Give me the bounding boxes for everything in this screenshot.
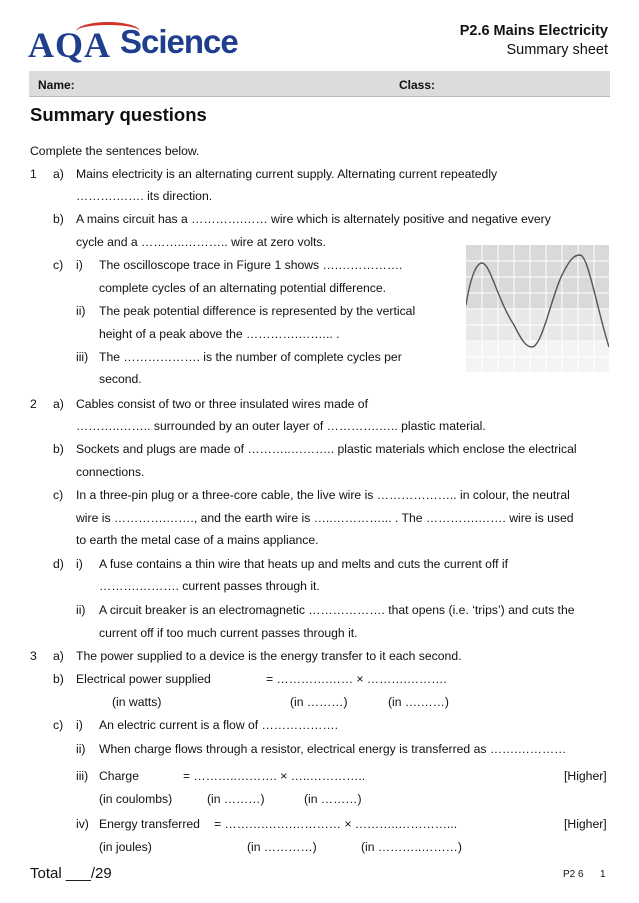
sheet-title: P2.6 Mains Electricity [459,23,608,39]
q3ciii-unit-coulombs: (in coulombs) [99,792,173,806]
q3civ-higher-tag: [Higher] [564,817,607,831]
q2c-text-3: to earth the metal case of a mains appliance. [76,533,319,547]
q1b-label: b) [53,212,64,226]
q3civ-lhs: Energy transferred [99,817,200,831]
q3ci-text: An electric current is a flow of ………………. [99,718,339,732]
q3b-label: b) [53,672,64,686]
q3cii-text: When charge flows through a resistor, electrical energy is transferred as …….………… [99,742,567,756]
q2dii-text: A circuit breaker is an electromagnetic ………………. that opens (i.e. ‘trips’) and cuts the [99,603,575,617]
q2a-text-2: ………..…….. surrounded by an outer layer of ………….….. plastic material. [76,419,486,433]
q3b-lhs: Electrical power supplied [76,672,211,686]
q1ciii-label: iii) [76,350,89,364]
class-label: Class: [399,78,436,92]
q2-number: 2 [30,397,37,411]
name-class-bar [29,71,610,97]
q3-number: 3 [30,649,37,663]
q3ciii-lhs: Charge [99,769,139,783]
q2c-text: In a three-pin plug or a three-core cable, the live wire is ……………….. in colour, the neutral [76,488,570,502]
q2c-label: c) [53,488,64,502]
logo-aqa-text: AQA [28,25,111,65]
total-score: Total ___/29 [30,865,112,882]
oscilloscope-trace-figure [466,245,609,372]
q2a-text: Cables consist of two or three insulated wires made of [76,397,368,411]
q1a-text: Mains electricity is an alternating current supply. Alternating current repeatedly [76,167,498,181]
q3ciii-label: iii) [76,769,89,783]
q3ciii-higher-tag: [Higher] [564,769,607,783]
q1-number: 1 [30,167,37,181]
q1ciii-text: The ………………. is the number of complete cycles per [99,350,402,364]
q3cii-label: ii) [76,742,86,756]
q3b-equation: = ………….…… × ……….………. [266,672,447,686]
q1ci-text-2: complete cycles of an alternating potential difference. [99,281,387,295]
q3b-unit-watts: (in watts) [112,695,162,709]
q2b-text-2: connections. [76,465,145,479]
q3ci-label: i) [76,718,83,732]
q3ciii-unit-2: (in ………) [207,792,265,806]
q1a-label: a) [53,167,64,181]
q2di-text: A fuse contains a thin wire that heats up and melts and cuts the current off if [99,557,508,571]
q3a-label: a) [53,649,64,663]
q1a-text-2: ……….……. its direction. [76,189,213,203]
q1b-text: A mains circuit has a ………….…… wire which is alternately positive and negative every [76,212,551,226]
q1ci-text: The oscilloscope trace in Figure 1 shows ….……………. [99,258,403,272]
section-title: Summary questions [30,104,207,125]
q3ciii-unit-3: (in ………) [304,792,362,806]
q1cii-label: ii) [76,304,86,318]
q3civ-label: iv) [76,817,89,831]
q1ci-label: i) [76,258,83,272]
page-code: P2 6 [563,869,584,880]
sheet-subtitle: Summary sheet [506,42,608,58]
q3b-unit-2: (in ………) [290,695,348,709]
q3civ-unit-joules: (in joules) [99,840,152,854]
q3a-text: The power supplied to a device is the energy transfer to it each second. [76,649,462,663]
q3civ-equation: = ……….…….………… × ………..…………... [214,817,458,831]
q1b-text-2: cycle and a ………..……….. wire at zero volts. [76,235,326,249]
q2b-text: Sockets and plugs are made of ………..……….. plastic materials which enclose the electrical [76,442,577,456]
q2b-label: b) [53,442,64,456]
logo-science-text: Science [120,23,238,60]
intro-text: Complete the sentences below. [30,144,200,158]
q2a-label: a) [53,397,64,411]
q1cii-text: The peak potential difference is represented by the vertical [99,304,416,318]
q3ciii-equation: = ………..………. × …..………….. [183,769,366,783]
q1cii-text-2: height of a peak above the ………….……... . [99,327,340,341]
q1c-label: c) [53,258,64,272]
q3c-label: c) [53,718,64,732]
q2c-text-2: wire is ………….……., and the earth wire is …..…………... . The ………….……. wire is used [76,511,574,525]
q3civ-unit-2: (in …………) [247,840,317,854]
name-label: Name: [38,78,75,92]
q3civ-unit-3: (in ………..………) [361,840,462,854]
q2dii-label: ii) [76,603,86,617]
q3b-unit-3: (in ….……) [388,695,449,709]
q2dii-text-2: current off if too much current passes through it. [99,626,358,640]
page-number: 1 [600,869,606,880]
q2di-label: i) [76,557,83,571]
q2d-label: d) [53,557,64,571]
q1ciii-text-2: second. [99,372,142,386]
q2di-text-2: ……….………. current passes through it. [99,579,320,593]
